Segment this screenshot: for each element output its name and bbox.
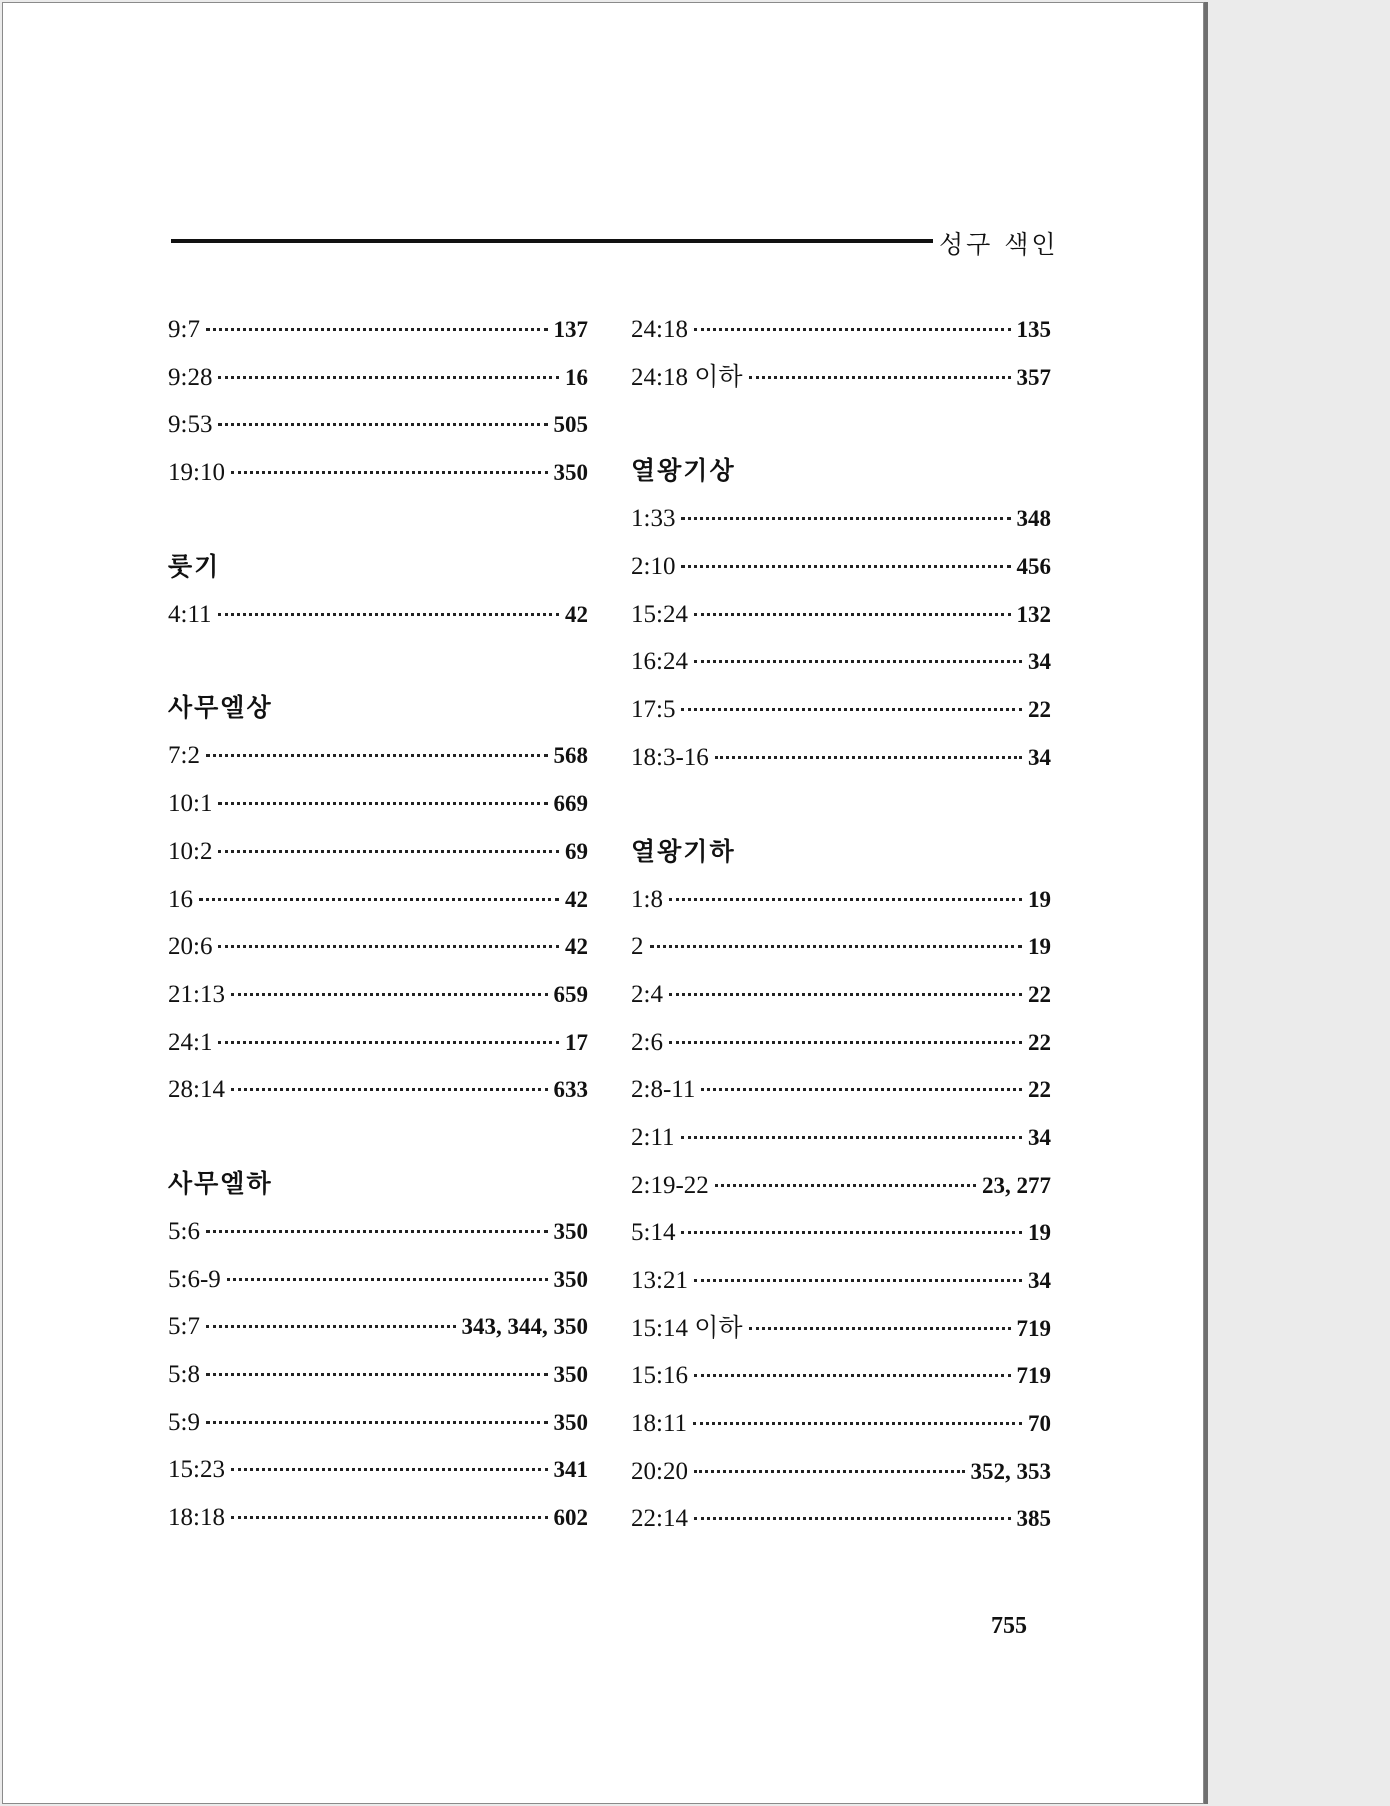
dot-leader: [206, 754, 548, 757]
dot-leader: [218, 376, 559, 379]
dot-leader: [218, 945, 559, 948]
page-references: 352, 353: [970, 1458, 1051, 1484]
index-entry: [631, 971, 1051, 1019]
index-entry: [631, 1448, 1051, 1496]
index-entry: [168, 1303, 588, 1351]
dot-leader: [681, 565, 1010, 568]
section-gap: [168, 638, 588, 684]
page-references: 341: [553, 1457, 588, 1483]
index-entry: [168, 449, 588, 497]
index-entry: [168, 1066, 588, 1114]
page-references: 505: [553, 412, 588, 438]
page-references: 343, 344, 350: [461, 1314, 588, 1340]
page-references: 719: [1016, 1363, 1051, 1389]
scripture-reference: 5:6: [168, 1217, 200, 1245]
index-entry: [168, 1351, 588, 1399]
scripture-reference: 2:11: [631, 1123, 675, 1151]
header-rule: [171, 239, 933, 243]
dot-leader: [749, 376, 1011, 379]
scripture-reference: 2:10: [631, 553, 676, 581]
dot-leader: [650, 945, 1023, 948]
dot-leader: [218, 802, 547, 805]
dot-leader: [669, 993, 1022, 996]
scripture-reference: 9:28: [168, 363, 213, 391]
page-references: 34: [1028, 1124, 1051, 1150]
index-entry: [631, 1019, 1051, 1067]
dot-leader: [206, 1230, 548, 1233]
scripture-reference: 21:13: [168, 980, 225, 1008]
scripture-reference: 16: [168, 885, 193, 913]
dot-leader: [681, 1231, 1022, 1234]
page-references: 385: [1016, 1506, 1051, 1532]
section-gap: [168, 497, 588, 543]
page-references: 42: [565, 886, 588, 912]
scripture-reference: 5:14: [631, 1219, 676, 1247]
dot-leader: [694, 1470, 965, 1473]
scripture-reference: 18:3-16: [631, 743, 709, 771]
scripture-reference: 16:24: [631, 648, 688, 676]
page-references: 42: [565, 934, 588, 960]
scripture-reference: 2:4: [631, 980, 663, 1008]
index-entry: [631, 543, 1051, 591]
scripture-reference: 13:21: [631, 1267, 688, 1294]
index-entry: [168, 591, 588, 639]
book-heading: 사무엘상: [168, 693, 273, 723]
page-references: 669: [553, 791, 588, 817]
index-entry: [631, 591, 1051, 639]
dot-leader: [231, 1468, 548, 1471]
dot-leader: [694, 613, 1011, 616]
dot-leader: [681, 708, 1022, 711]
left-column: [168, 306, 588, 1542]
book-heading: 열왕기하: [631, 836, 736, 866]
dot-leader: [231, 993, 548, 996]
index-entry: [631, 734, 1051, 782]
scripture-reference: 5:7: [168, 1313, 200, 1341]
scripture-reference: 2:8-11: [631, 1076, 696, 1104]
page-references: 22: [1028, 981, 1051, 1007]
page-references: 19: [1028, 934, 1051, 960]
scripture-reference: 7:2: [168, 742, 200, 770]
dot-leader: [694, 660, 1022, 663]
index-entry: [168, 971, 588, 1019]
scripture-reference: 15:24: [631, 600, 688, 628]
scripture-reference: 15:23: [168, 1456, 225, 1484]
page-references: 350: [553, 1409, 588, 1435]
scripture-reference: 1:8: [631, 885, 663, 913]
index-entry: [168, 354, 588, 402]
scripture-reference: 28:14: [168, 1076, 225, 1104]
scripture-reference: 2:19-22: [631, 1171, 709, 1199]
dot-leader: [231, 1516, 548, 1519]
scripture-reference: 18:11: [631, 1410, 688, 1438]
section-gap: [168, 1114, 588, 1160]
index-entry: [631, 1066, 1051, 1114]
scripture-reference: 10:1: [168, 790, 213, 818]
dot-leader: [694, 1279, 1022, 1282]
page-references: 350: [553, 1266, 588, 1292]
index-entry: [168, 780, 588, 828]
index-entry: [168, 732, 588, 780]
index-entry: [631, 1257, 1051, 1305]
dot-leader: [715, 756, 1022, 759]
page-number: 755: [991, 1613, 1027, 1639]
page-references: 19: [1028, 886, 1051, 912]
index-entry: [168, 306, 588, 354]
index-entry: [168, 1399, 588, 1447]
scripture-reference: 1:33: [631, 505, 676, 533]
index-entry: [168, 1019, 588, 1067]
index-entry: [631, 1352, 1051, 1400]
dot-leader: [227, 1278, 548, 1281]
scripture-reference: 24:18 이하: [631, 363, 743, 391]
page-references: 659: [553, 981, 588, 1007]
index-entry: [631, 1114, 1051, 1162]
section-gap: [631, 401, 1051, 447]
index-entry: [168, 1494, 588, 1542]
index-entry: [168, 1208, 588, 1256]
page-references: 16: [565, 364, 588, 390]
page-references: 350: [553, 1362, 588, 1387]
page-references: 348: [1016, 506, 1051, 532]
scripture-reference: 19:10: [168, 459, 225, 487]
scripture-reference: 5:9: [168, 1408, 200, 1436]
dot-leader: [206, 1373, 548, 1376]
dot-leader: [694, 1517, 1011, 1520]
page-references: 719: [1016, 1315, 1051, 1341]
page-references: 456: [1016, 554, 1051, 580]
index-entry: [631, 1400, 1051, 1448]
index-entry: [168, 1446, 588, 1494]
scripture-reference: 22:14: [631, 1505, 688, 1533]
scripture-reference: 5:6-9: [168, 1265, 221, 1293]
page-references: 350: [553, 1218, 588, 1244]
scripture-reference: 24:1: [168, 1028, 213, 1056]
index-entry: [631, 1305, 1051, 1353]
scripture-reference: 20:6: [168, 933, 213, 961]
index-entry: [168, 876, 588, 924]
index-entry: [631, 923, 1051, 971]
page-references: 70: [1028, 1411, 1051, 1437]
scripture-reference: 10:2: [168, 837, 213, 865]
right-column: [631, 306, 1051, 1543]
section-gap: [631, 782, 1051, 828]
index-entry: [631, 1495, 1051, 1543]
scripture-reference: 2: [631, 933, 644, 961]
page-references: 22: [1028, 697, 1051, 723]
dot-leader: [206, 328, 548, 331]
scripture-reference: 18:18: [168, 1504, 225, 1532]
scripture-reference: 4:11: [168, 600, 212, 628]
scripture-reference: 2:6: [631, 1028, 663, 1056]
index-entry: [631, 876, 1051, 924]
dot-leader: [694, 1374, 1011, 1377]
book-heading: 사무엘하: [168, 1168, 273, 1198]
index-entry: [631, 1162, 1051, 1210]
index-entry: [631, 306, 1051, 354]
page-references: 22: [1028, 1029, 1051, 1055]
index-entry: [631, 686, 1051, 734]
page-references: 568: [553, 743, 588, 769]
index-entry: [631, 495, 1051, 543]
dot-leader: [694, 328, 1011, 331]
dot-leader: [749, 1327, 1011, 1330]
dot-leader: [218, 1041, 559, 1044]
dot-leader: [199, 898, 559, 901]
book-heading: 룻기: [168, 551, 221, 581]
index-entry: [631, 638, 1051, 686]
index-entry: [168, 1256, 588, 1304]
page-references: 23, 277: [982, 1172, 1051, 1198]
dot-leader: [669, 1041, 1022, 1044]
page-references: 69: [565, 838, 588, 864]
index-entry: [631, 1209, 1051, 1257]
page-references: 34: [1028, 649, 1051, 675]
index-entry: [168, 828, 588, 876]
scripture-reference: 9:7: [168, 316, 200, 343]
book-heading: 열왕기상: [631, 456, 736, 486]
page-references: 132: [1016, 601, 1051, 627]
index-entry: [168, 923, 588, 971]
scripture-reference: 17:5: [631, 696, 676, 724]
dot-leader: [206, 1421, 548, 1424]
dot-leader: [231, 1088, 548, 1091]
page-references: 34: [1028, 1268, 1051, 1293]
dot-leader: [218, 423, 547, 426]
page-references: 19: [1028, 1220, 1051, 1246]
page-references: 42: [565, 601, 588, 627]
scripture-reference: 9:53: [168, 411, 213, 439]
dot-leader: [693, 1422, 1022, 1425]
page-references: 34: [1028, 744, 1051, 770]
dot-leader: [669, 898, 1022, 901]
dot-leader: [231, 471, 548, 474]
scripture-reference: 20:20: [631, 1457, 688, 1485]
scripture-reference: 5:8: [168, 1361, 200, 1388]
dot-leader: [701, 1088, 1022, 1091]
index-entry: [168, 401, 588, 449]
page-references: 135: [1016, 317, 1051, 342]
scripture-reference: 15:14 이하: [631, 1314, 743, 1342]
dot-leader: [218, 850, 559, 853]
page-references: 137: [553, 317, 588, 342]
page-references: 602: [553, 1505, 588, 1531]
scripture-reference: 24:18: [631, 316, 688, 343]
scripture-reference: 15:16: [631, 1362, 688, 1390]
index-entry: [631, 354, 1051, 402]
book-page: [2, 2, 1204, 1804]
running-title: 성구 색인: [939, 230, 1059, 259]
page-references: 350: [553, 460, 588, 486]
page-references: 22: [1028, 1077, 1051, 1103]
dot-leader: [681, 517, 1010, 520]
dot-leader: [715, 1184, 976, 1187]
dot-leader: [218, 613, 559, 616]
page-references: 17: [565, 1029, 588, 1055]
dot-leader: [681, 1136, 1022, 1139]
page-references: 357: [1016, 364, 1051, 390]
page-references: 633: [553, 1077, 588, 1103]
dot-leader: [206, 1325, 456, 1328]
